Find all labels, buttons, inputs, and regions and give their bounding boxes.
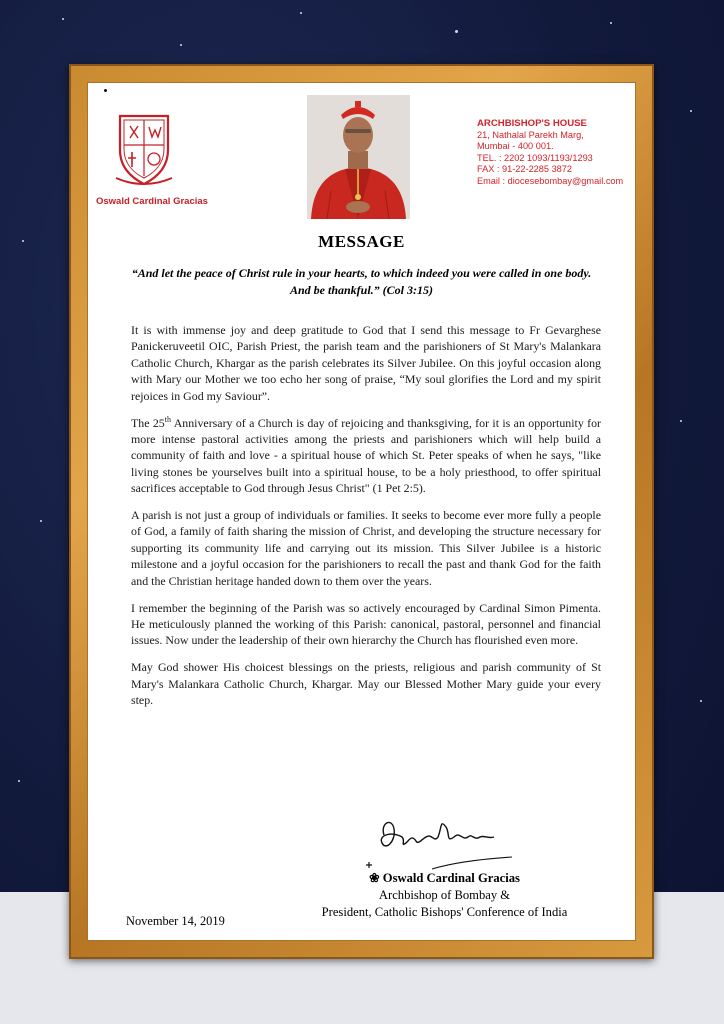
address-fax: FAX : 91-22-2285 3872 [477, 164, 573, 175]
message-body [131, 322, 601, 719]
message-title: MESSAGE [318, 232, 405, 251]
coat-of-arms-icon [114, 112, 174, 186]
anniversary-number: The 25 [131, 415, 165, 430]
address-city: Mumbai - 400 001. [477, 141, 554, 152]
address-email: Email : diocesebombay@gmail.com [477, 175, 624, 186]
letterhead-address [477, 118, 623, 188]
paragraph: A parish is not just a group of individuals or families. It seeks to become ever more fully a people of God, a family of faith sharing the mission of Christ, and developing the structure necessary for supporting its community life and carrying out its mission. This Silver Jubilee is a historic milestone and a joyful occasion for the parishioners to recall the past and thank God for the faith and the Christian heritage handed down to them over the years. [131, 508, 601, 588]
scripture-quote: “And let the peace of Christ rule in your hearts, to which indeed you were called in one body. And be thankful.” (Col 3:15) [131, 266, 592, 297]
signatory-title-2: President, Catholic Bishops' Conference of India [321, 905, 568, 919]
address-title: ARCHBISHOP'S HOUSE [477, 118, 587, 129]
address-street: 21, Nathalal Parekh Marg, [477, 129, 584, 140]
page-mark [104, 89, 107, 92]
signatory-name: ❀ Oswald Cardinal Gracias [369, 871, 520, 885]
paragraph: I remember the beginning of the Parish was so actively encouraged by Cardinal Simon Pimenta. He meticulously planned the working of this Parish: canonical, pastoral, personnel and financial issues. Now under the leadership of their own hierarchy the Church has flourished even more. [131, 600, 601, 648]
letter-date: November 14, 2019 [126, 914, 225, 928]
paragraph: It is with immense joy and deep gratitude to God that I send this message to Fr Gevarghese Panickeruveetil OIC, Parish Priest, the parish team and the parishioners of St Mary's Malankara Catholic Church, Khargar as the parish celebrates its Silver Jubilee. On this joyful occasion along with Mary our Mother we too echo her song of praise, “My soul glorifies the Lord and my spirit rejoices in God my Saviour”. [131, 323, 601, 403]
gold-frame [69, 64, 654, 959]
paragraph: May God shower His choicest blessings on the priests, religious and parish community of St Mary's Malankara Catholic Church, Khargar. May our Blessed Mother Mary guide your every step. [131, 660, 601, 708]
signatory-block [307, 870, 582, 921]
cardinal-portrait [307, 95, 410, 219]
signatory-title: Archbishop of Bombay & [378, 888, 511, 902]
letter-page [87, 82, 636, 941]
letterhead-name: Oswald Cardinal Gracias [96, 196, 208, 207]
paragraph [131, 415, 601, 497]
paragraph-text: Anniversary of a Church is day of rejoicing and thanksgiving, for it is an opportunity for more intense pastoral activities among the priests and parishioners which will help build a community of faith and love - a spiritual house of which St. Peter speaks of when he says, "like living stones be yourselves built into a spiritual house, to be a holy priesthood, to offer spiritual sacrifices acceptable to God through Jesus Christ" (1 Pet 2:5). [131, 415, 601, 496]
handwritten-signature [362, 807, 532, 877]
ordinal-suffix: th [164, 414, 171, 424]
address-telephone: TEL. : 2202 1093/1193/1293 [477, 152, 593, 163]
